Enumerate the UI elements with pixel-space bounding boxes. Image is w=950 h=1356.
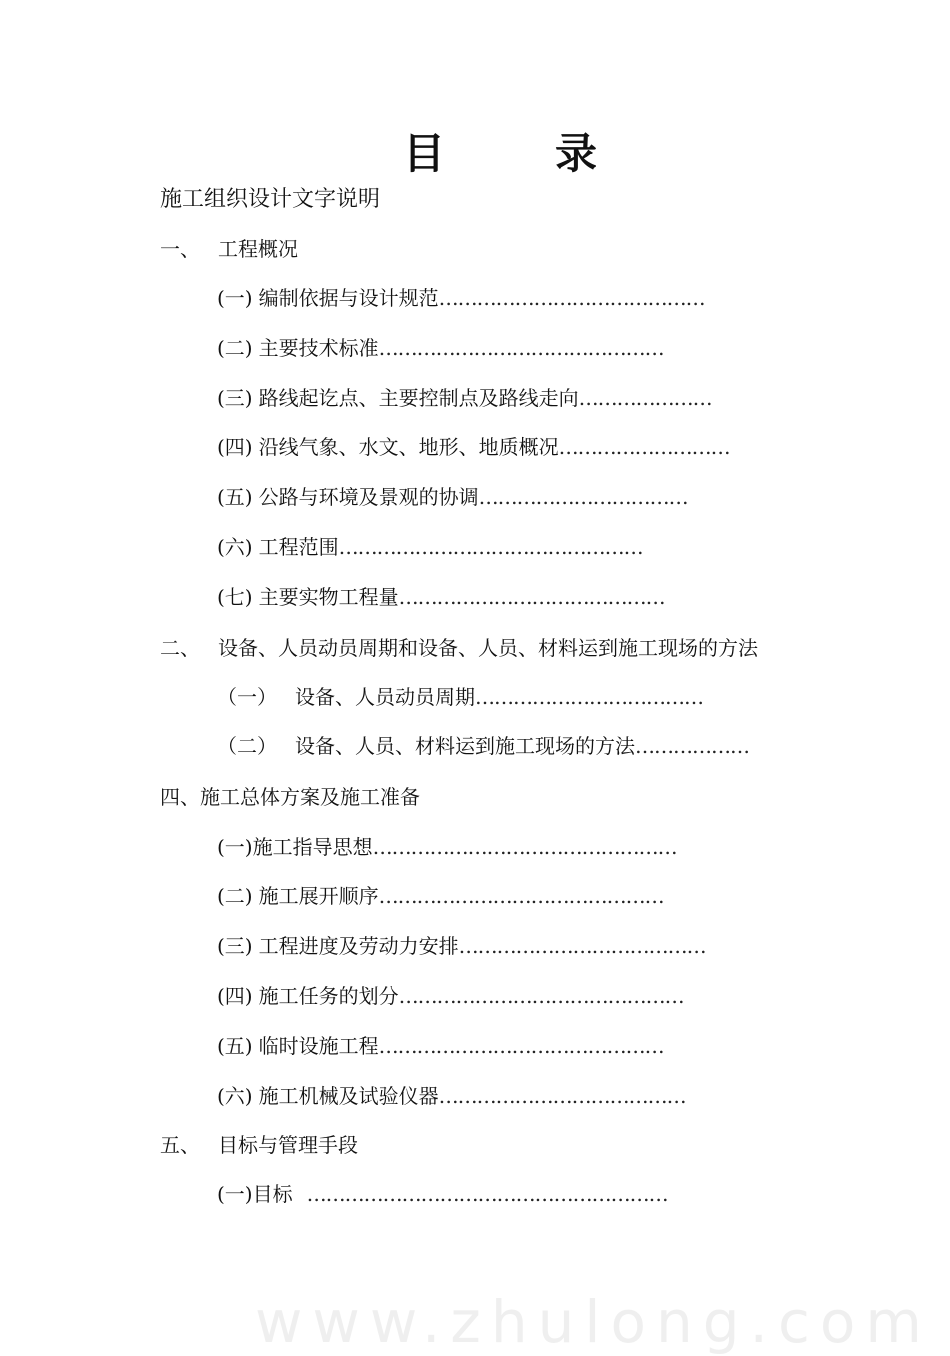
leader-dots: …………………………………… — [438, 286, 705, 310]
toc-number: (三) — [217, 386, 253, 410]
title-char-left: 目 — [402, 129, 445, 178]
toc-number: (五) — [217, 485, 253, 509]
toc-number: (一) — [217, 286, 253, 310]
toc-number: (七) — [217, 585, 253, 609]
toc-label: 施工指导思想 — [252, 835, 373, 859]
toc-number: (一) — [217, 1182, 253, 1206]
leader-dots: ………………………………… — [438, 1084, 686, 1108]
toc-number: (六) — [217, 535, 253, 559]
leader-dots: ……………… — [635, 734, 749, 758]
toc-section-2[interactable] — [160, 631, 758, 665]
toc-entry[interactable] — [217, 929, 706, 963]
toc-number: (二) — [217, 336, 253, 360]
toc-entry[interactable] — [217, 580, 665, 614]
toc-label: 施工展开顺序 — [258, 884, 379, 908]
toc-label: 工程范围 — [258, 535, 339, 559]
toc-section-1[interactable] — [160, 232, 298, 266]
toc-label: 目标与管理手段 — [218, 1133, 358, 1157]
toc-label: 编制依据与设计规范 — [258, 286, 439, 310]
toc-number: (二) — [217, 884, 253, 908]
toc-entry[interactable] — [217, 331, 664, 365]
toc-entry[interactable] — [217, 729, 749, 763]
toc-label: 施工机械及试验仪器 — [258, 1084, 439, 1108]
toc-entry[interactable] — [217, 1177, 668, 1211]
toc-label: 沿线气象、水文、地形、地质概况 — [258, 435, 559, 459]
leader-dots: ………………… — [578, 386, 712, 410]
toc-label: 设备、人员动员周期和设备、人员、材料运到施工现场的方法 — [218, 636, 758, 660]
toc-entry[interactable] — [217, 381, 712, 415]
toc-number: 一、 — [160, 237, 200, 261]
toc-number: (一) — [217, 835, 253, 859]
toc-number: （一） — [217, 685, 277, 709]
title-char-right: 录 — [555, 129, 598, 178]
toc-entry[interactable] — [217, 879, 664, 913]
leader-dots: ………………………………………………… — [306, 1182, 668, 1206]
toc-label: 公路与环境及景观的协调 — [258, 485, 479, 509]
document-heading: 施工组织设计文字说明 — [160, 187, 381, 212]
leader-dots: ……………………………………… — [378, 1034, 664, 1058]
leader-dots: ………………………………… — [458, 934, 706, 958]
toc-label: 设备、人员动员周期 — [295, 685, 475, 709]
toc-label: 工程进度及劳动力安排 — [258, 934, 459, 958]
toc-entry[interactable] — [217, 480, 688, 514]
toc-entry[interactable] — [217, 830, 677, 864]
toc-label: 目标 — [252, 1182, 293, 1206]
toc-label: 主要技术标准 — [258, 336, 379, 360]
leader-dots: …………………………… — [478, 485, 688, 509]
leader-dots: ……………………………………… — [378, 884, 664, 908]
leader-dots: …………………………………… — [398, 585, 665, 609]
toc-number: （二） — [217, 734, 277, 758]
toc-label: 路线起讫点、主要控制点及路线走向 — [258, 386, 579, 410]
toc-number: (五) — [217, 1034, 253, 1058]
page-title — [0, 126, 950, 182]
toc-entry[interactable] — [217, 430, 730, 464]
toc-label: 施工任务的划分 — [258, 984, 399, 1008]
toc-number: (四) — [217, 984, 253, 1008]
toc-section-4[interactable] — [160, 780, 420, 814]
watermark: www.zhulong.com — [255, 1288, 932, 1356]
toc-label: 主要实物工程量 — [258, 585, 399, 609]
toc-number: 二、 — [160, 636, 200, 660]
toc-entry[interactable] — [217, 281, 705, 315]
toc-label: 设备、人员、材料运到施工现场的方法 — [295, 734, 635, 758]
leader-dots: ……………………………… — [475, 685, 703, 709]
leader-dots: ………………………………………… — [338, 535, 643, 559]
toc-entry[interactable] — [217, 530, 643, 564]
toc-number: (三) — [217, 934, 253, 958]
toc-entry[interactable] — [217, 979, 684, 1013]
leader-dots: ……………………… — [558, 435, 730, 459]
toc-label: 临时设施工程 — [258, 1034, 379, 1058]
toc-entry[interactable] — [217, 1079, 686, 1113]
toc-entry[interactable] — [217, 1029, 664, 1063]
toc-number: 五、 — [160, 1133, 200, 1157]
toc-number: (六) — [217, 1084, 253, 1108]
toc-number: (四) — [217, 435, 253, 459]
leader-dots: ………………………………………… — [372, 835, 677, 859]
toc-entry[interactable] — [217, 680, 703, 714]
toc-number: 四、 — [160, 785, 200, 809]
leader-dots: ……………………………………… — [398, 984, 684, 1008]
toc-section-5[interactable] — [160, 1128, 358, 1162]
leader-dots: ……………………………………… — [378, 336, 664, 360]
toc-label: 施工总体方案及施工准备 — [200, 785, 420, 809]
toc-label: 工程概况 — [218, 237, 298, 261]
